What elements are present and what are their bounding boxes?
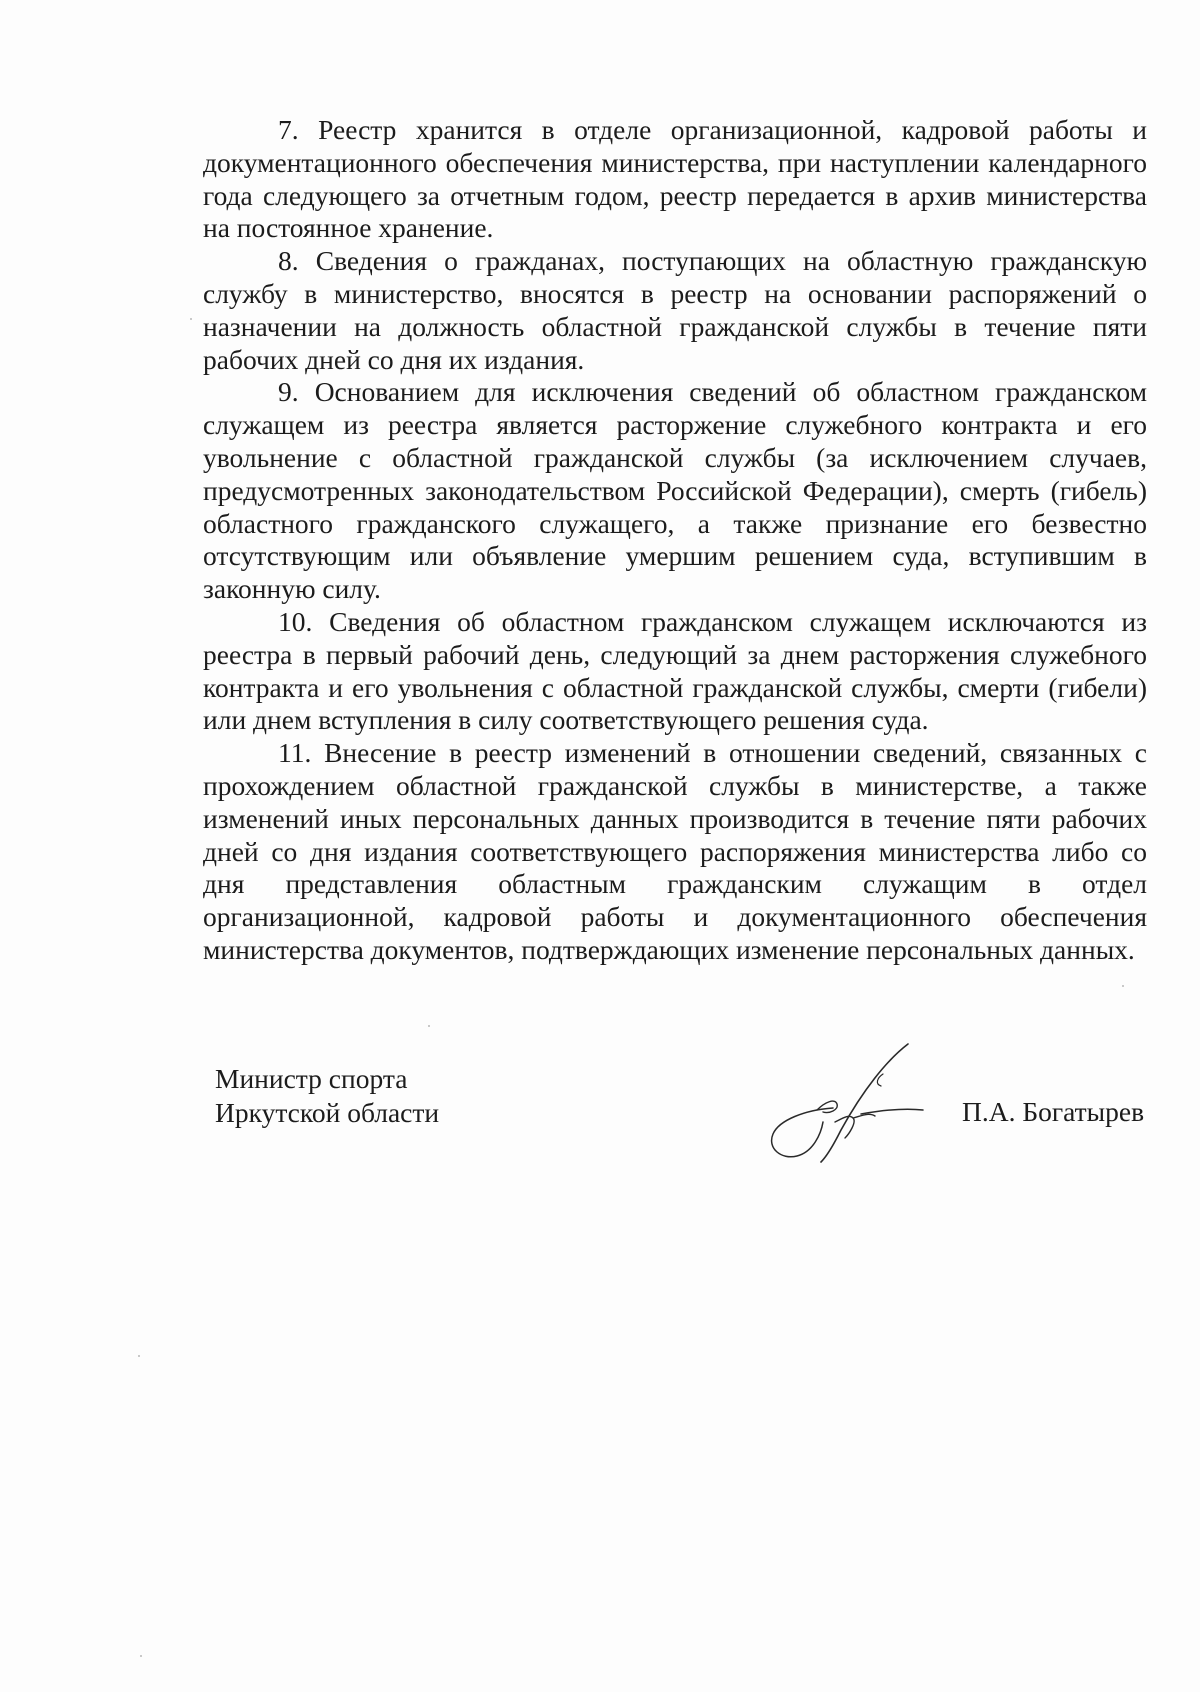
scan-speck — [140, 1655, 142, 1657]
signatory-position — [215, 1062, 439, 1130]
signatory-position-line-1: Министр спорта — [215, 1063, 408, 1094]
paragraph-8: 8. Сведения о гражданах, поступающих на областную гражданскую службу в министерство, вносятся в реестр на основании распоряжений о назначении на должность областной гражданской службы в течение пяти рабочих дней со дня их издания. — [203, 245, 1147, 375]
signatory-position-line-2: Иркутской области — [215, 1097, 440, 1128]
scan-speck — [1122, 985, 1124, 987]
paragraph-7: 7. Реестр хранится в отделе организационной, кадровой работы и документационного обеспечения министерства, при наступлении календарного года следующего за отчетным годом, реестр передается в архив министерства на постоянное хранение. — [203, 114, 1147, 244]
scan-speck — [190, 318, 192, 320]
paragraph-9: 9. Основанием для исключения сведений об областном гражданском служащем из реестра является расторжение служебного контракта и его увольнение с областной гражданской службы (за исключением случаев, предусмотренных законодательством Российской Федерации), смерть (гибель) областного гражданского служащего, а также признание его безвестно отсутствующим или объявление умершим решением суда, вступившим в законную силу. — [203, 376, 1147, 605]
signatory-name: П.А. Богатырев — [962, 1096, 1145, 1127]
handwritten-signature — [765, 1038, 945, 1168]
scan-speck — [138, 1355, 140, 1357]
paragraph-11: 11. Внесение в реестр изменений в отношении сведений, связанных с прохождением областной гражданской службы в министерстве, а также изменений иных персональных данных производится в течение пяти рабочих дней со дня издания соответствующего распоряжения министерства либо со дня представления областным гражданским служащим в отдел организационной, кадровой работы и документационного обеспечения министерства документов, подтверждающих изменение персональных данных. — [203, 737, 1147, 965]
scan-speck — [428, 1025, 430, 1027]
document-body — [203, 114, 1147, 967]
paragraph-10: 10. Сведения об областном гражданском служащем исключаются из реестра в первый рабочий день, следующий за днем расторжения служебного контракта и его увольнения с областной гражданской службы, смерти (гибели) или днем вступления в силу соответствующего решения суда. — [203, 605, 1147, 736]
